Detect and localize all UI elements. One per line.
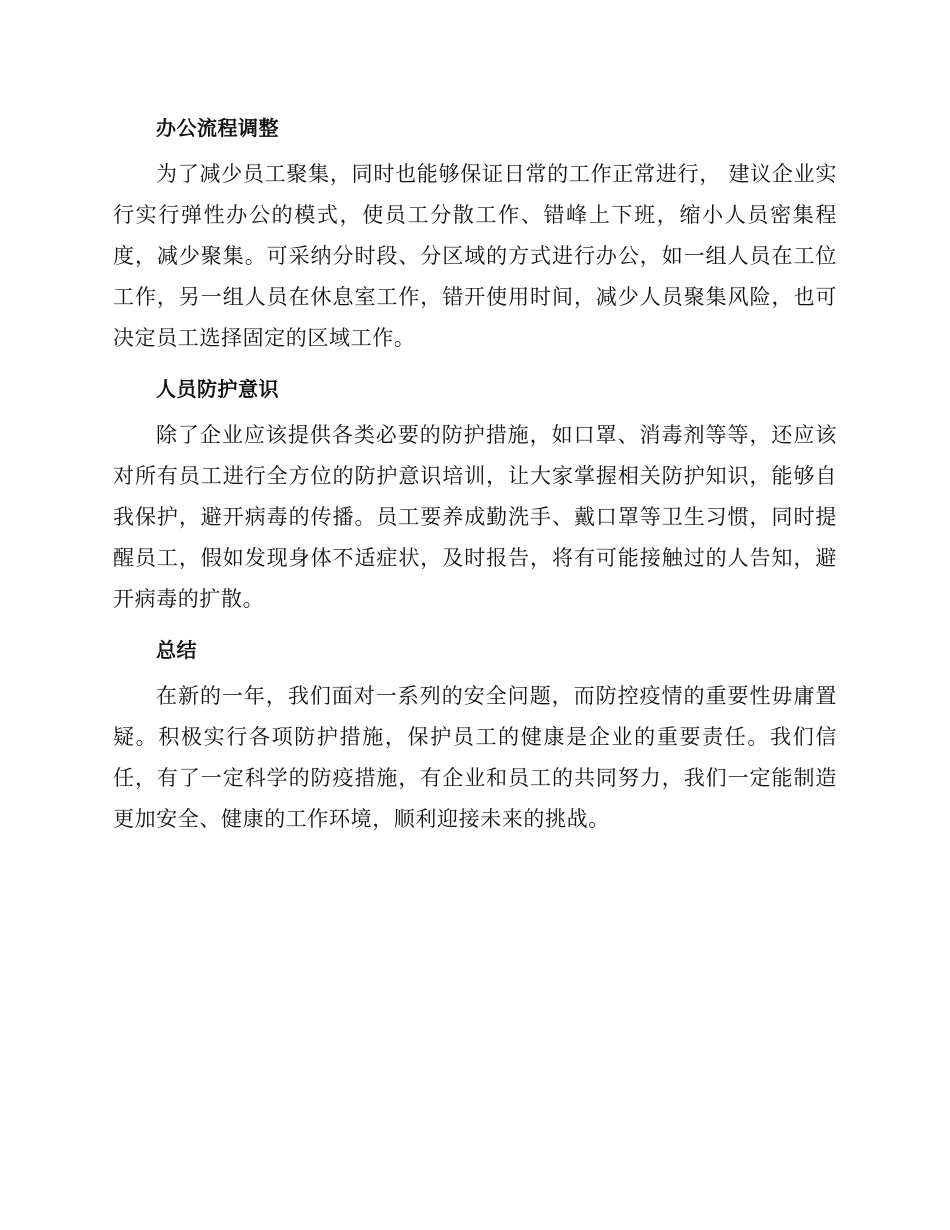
section-protection-awareness xyxy=(113,369,837,620)
section-heading: 人员防护意识 xyxy=(156,377,279,401)
section-heading: 总结 xyxy=(156,638,197,662)
section-paragraph: 除了企业应该提供各类必要的防护措施，如口罩、消毒剂等等，还应该对所有员工进行全方位的防护意识培训，让大家掌握相关防护知识，能够自我保护，避开病毒的传播。员工要养成勤洗手、戴口罩等卫生习惯，同时提醒员工，假如发现身体不适症状，及时报告，将有可能接触过的人告知，避开病毒的扩散。 xyxy=(113,423,837,611)
section-office-process xyxy=(113,108,837,359)
document-page xyxy=(113,108,837,850)
section-paragraph: 在新的一年，我们面对一系列的安全问题，而防控疫情的重要性毋庸置疑。积极实行各项防护措施，保护员工的健康是企业的重要责任。我们信任，有了一定科学的防疫措施，有企业和员工的共同努力，我们一定能制造更加安全、健康的工作环境，顺利迎接未来的挑战。 xyxy=(113,684,837,831)
section-summary xyxy=(113,630,837,840)
section-paragraph: 为了减少员工聚集，同时也能够保证日常的工作正常进行， 建议企业实行实行弹性办公的模式，使员工分散工作、错峰上下班，缩小人员密集程度，减少聚集。可采纳分时段、分区域的方式进行办公，如一组人员在工位工作，另一组人员在休息室工作，错开使用时间，减少人员聚集风险，也可决定员工选择固定的区域工作。 xyxy=(113,162,837,350)
section-heading: 办公流程调整 xyxy=(156,116,279,140)
